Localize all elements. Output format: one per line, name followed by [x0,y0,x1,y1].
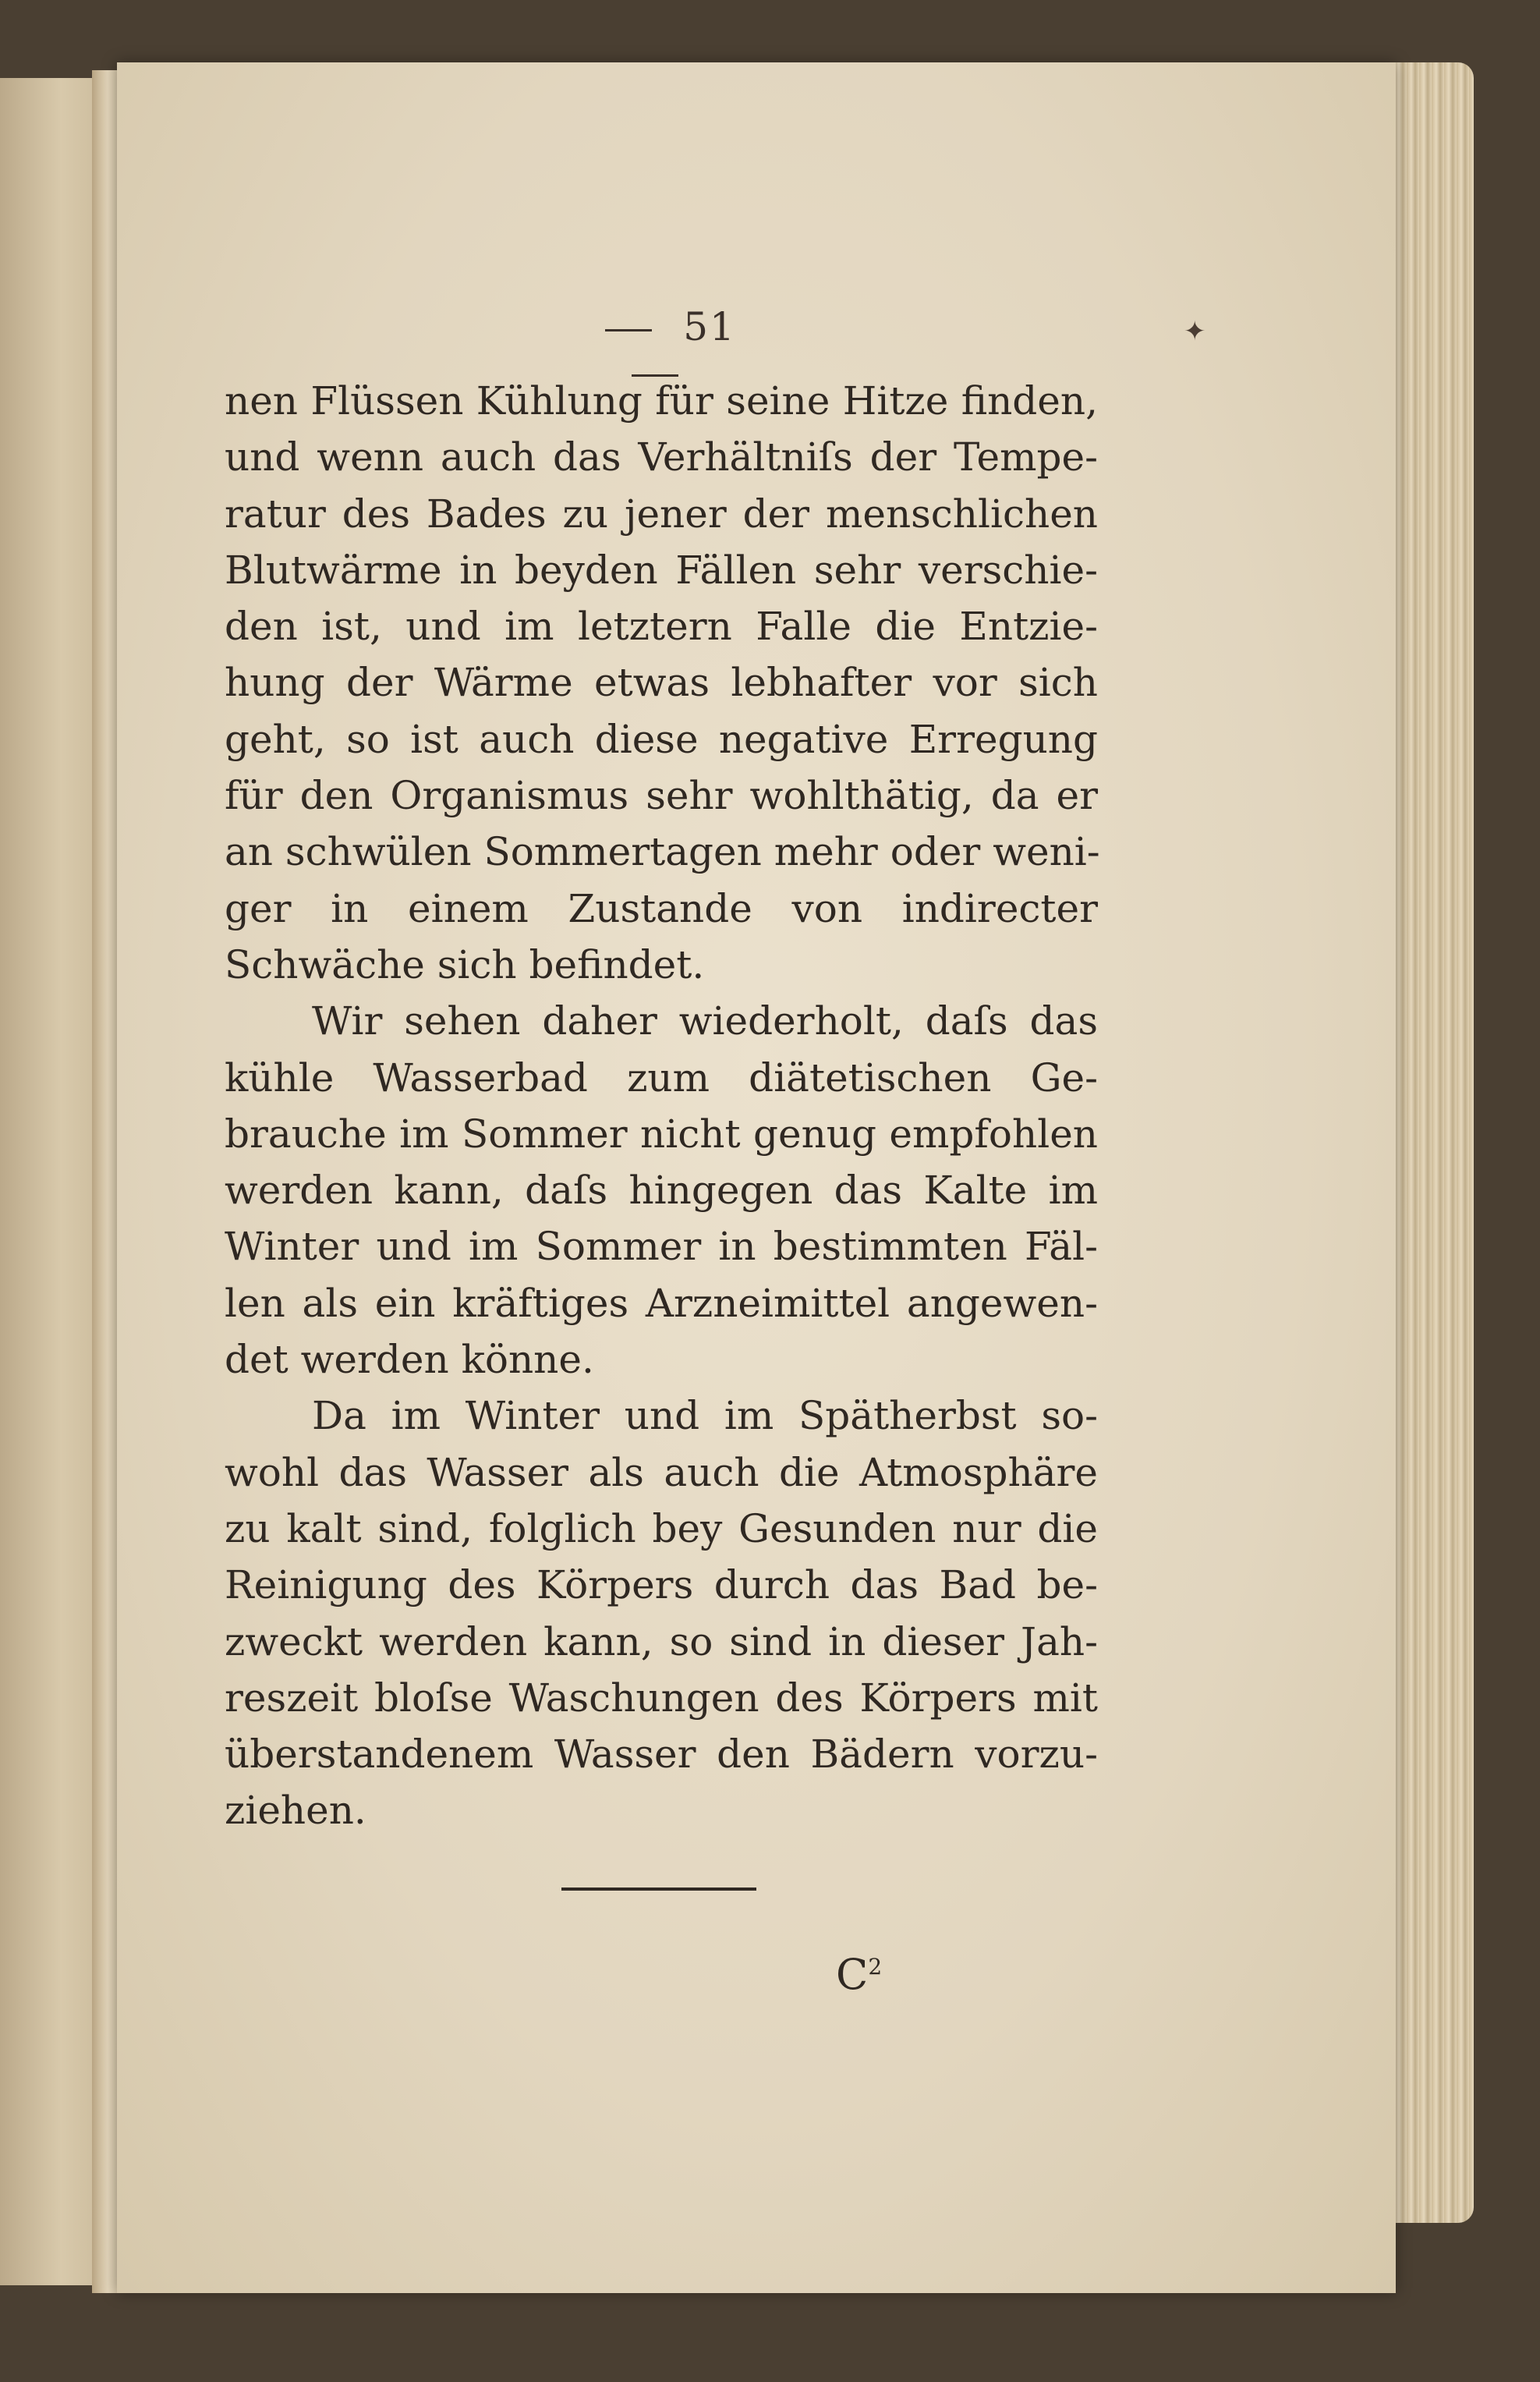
text-line: det werden könne. [225,1337,594,1383]
end-rule [561,1888,756,1891]
text-line: überstandenem Wasser den Bädern vorzu- [225,1732,1098,1778]
text-line: an schwülen Sommertagen mehr oder weni- [225,829,1100,875]
text-line: kühle Wasserbad zum diätetischen Ge- [225,1055,1098,1101]
text-line: den ist, und im letztern Falle die Entzie- [225,604,1098,650]
signature-mark [836,1950,882,1999]
text-line: ziehen. [225,1788,366,1834]
text-line: Reinigung des Körpers durch das Bad be- [225,1562,1098,1608]
text-line: Schwäche sich befindet. [225,941,705,987]
signature-letter: C [836,1950,869,1999]
paragraph-1 [225,373,1098,993]
text-line: zu kalt sind, folglich bey Gesunden nur die [225,1505,1098,1551]
text-line: ger in einem Zustande von indirecter [225,885,1098,931]
text-line: Wir sehen daher wiederholt, daſs das [312,998,1098,1044]
text-line: und wenn auch das Verhältniſs der Tempe- [225,434,1098,480]
header-dash-left [605,329,652,331]
text-line: wohl das Wasser als auch die Atmosphäre [225,1449,1098,1495]
text-line: zweckt werden kann, so sind in dieser Jah- [225,1618,1098,1664]
signature-number: 2 [868,1954,883,1980]
body-text [225,373,1098,1839]
text-line: nen Flüssen Kühlung für seine Hitze finden, [225,378,1098,424]
text-line: geht, so ist auch diese negative Erregung [225,716,1098,762]
text-line: Da im Winter und im Spätherbst so- [312,1393,1098,1439]
text-line: ratur des Bades zu jener der menschlichen [225,491,1098,537]
text-line: len als ein kräftiges Arzneimittel angewen- [225,1280,1098,1326]
ornament-mark: ✦ [1184,316,1206,347]
page-number: 51 [683,304,736,349]
text-line: brauche im Sommer nicht genug empfohlen [225,1111,1098,1157]
text-line: werden kann, daſs hingegen das Kalte im [225,1168,1098,1214]
text-line: für den Organismus sehr wohlthätig, da er [225,773,1098,819]
paragraph-2 [225,993,1098,1388]
paragraph-3 [225,1388,1098,1838]
text-line: Blutwärme in beyden Fällen sehr verschie- [225,547,1098,593]
text-line: hung der Wärme etwas lebhafter vor sich [225,660,1098,706]
facing-page-edge [0,78,101,2285]
text-line: Winter und im Sommer in bestimmten Fäl- [225,1224,1098,1270]
text-line: reszeit bloſse Waschungen des Körpers mit [225,1675,1098,1721]
